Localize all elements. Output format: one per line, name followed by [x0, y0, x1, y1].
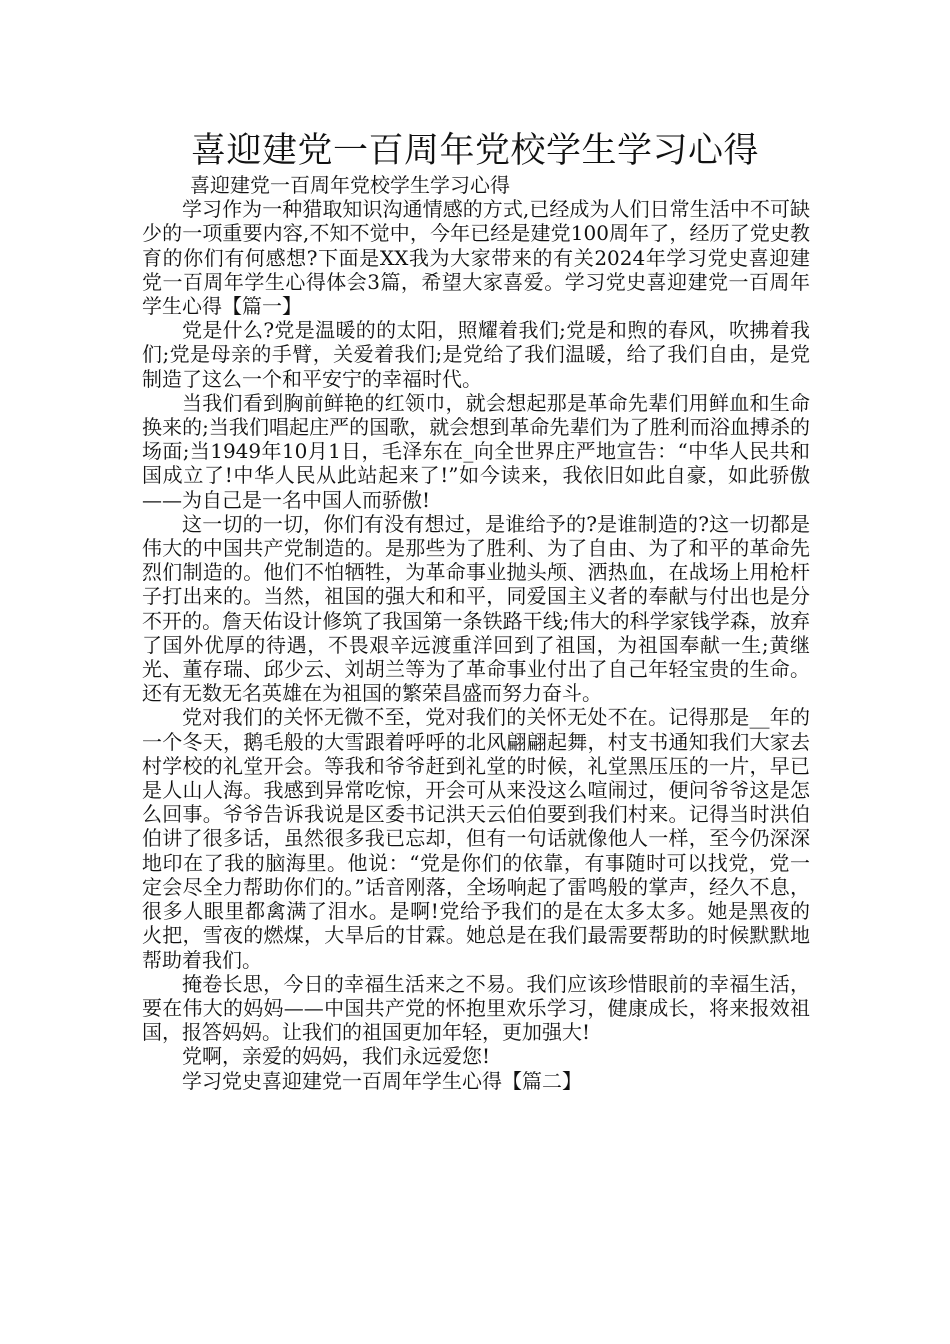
section-heading: 学习党史喜迎建党一百周年学生心得【篇二】 — [182, 1068, 582, 1093]
paragraph: 党啊，亲爱的妈妈，我们永远爱您! — [182, 1044, 491, 1069]
document-title: 喜迎建党一百周年党校学生学习心得 — [190, 131, 759, 171]
document-subtitle: 喜迎建党一百周年党校学生学习心得 — [190, 173, 510, 197]
paragraph: 党对我们的关怀无微不至，党对我们的关怀无处不在。记得那是__年的一个冬天，鹅毛般的大雪跟着呼呼的北风翩翩起舞，村支书通知我们大家去村学校的礼堂开会。等我和爷爷赶到礼堂的时候，礼堂黑压压的一片，早已是人山人海。我感到异常吃惊，开会可从来没这么喧闹过，便问爷爷这是怎么回事。爷爷告诉我说是区委书记洪天云伯伯要到我们村来。记得当时洪伯伯讲了很多话，虽然很多我已忘却，但有一句话就像他人一样，至今仍深深地印在了我的脑海里。他说：“党是你们的依靠，有事随时可以找党，党一定会尽全力帮助你们的。”话音刚落，全场响起了雷鸣般的掌声，经久不息，很多人眼里都禽满了泪水。是啊!党给予我们的是在太多太多。她是黑夜的火把，雪夜的燃煤，大旱后的甘霖。她总是在我们最需要帮助的时候默默地帮助着我们。 — [142, 705, 810, 972]
paragraph: 这一切的一切，你们有没有想过，是谁给予的?是谁制造的?这一切都是伟大的中国共产党制造的。是那些为了胜利、为了自由、为了和平的革命先烈们制造的。他们不怕牺牲，为革命事业抛头颅、洒热血，在战场上用枪杆子打出来的。当然，祖国的强大和和平，同爱国主义者的奉献与付出也是分不开的。詹天佑设计修筑了我国第一条铁路干线;伟大的科学家钱学森，放弃了国外优厚的待遇，不畏艰辛远渡重洋回到了祖国，为祖国奉献一生;黄继光、董存瑞、邱少云、刘胡兰等为了革命事业付出了自己年轻宝贵的生命。还有无数无名英雄在为祖国的繁荣昌盛而努力奋斗。 — [142, 511, 810, 706]
paragraph-intro: 学习作为一种猎取知识沟通情感的方式,已经成为人们日常生活中不可缺少的一项重要内容,不知不觉中，今年已经是建党100周年了，经历了党史教育的你们有何感想?下面是XX我为大家带来的有关2024年学习党史喜迎建党一百周年学生心得体会3篇，希望大家喜爱。学习党史喜迎建党一百周年学生心得【篇一】 — [142, 197, 810, 319]
document-body — [142, 173, 810, 1093]
paragraph: 掩卷长思，今日的幸福生活来之不易。我们应该珍惜眼前的幸福生活，要在伟大的妈妈——中国共产党的怀抱里欢乐学习，健康成长，将来报效祖国，报答妈妈。让我们的祖国更加年轻，更加强大! — [142, 971, 810, 1045]
paragraph: 党是什么?党是温暖的的太阳，照耀着我们;党是和煦的春风，吹拂着我们;党是母亲的手臂，关爱着我们;是党给了我们温暖，给了我们自由，是党制造了这么一个和平安宁的幸福时代。 — [142, 318, 810, 391]
paragraph: 当我们看到胸前鲜艳的红领巾，就会想起那是革命先辈们用鲜血和生命换来的;当我们唱起庄严的国歌，就会想到革命先辈们为了胜利而浴血搏杀的场面;当1949年10月1日，毛泽东在_向全世界庄严地宣告：“中华人民共和国成立了!中华人民从此站起来了!”如今读来，我依旧如此自豪，如此骄傲——为自己是一名中国人而骄傲! — [142, 390, 810, 512]
